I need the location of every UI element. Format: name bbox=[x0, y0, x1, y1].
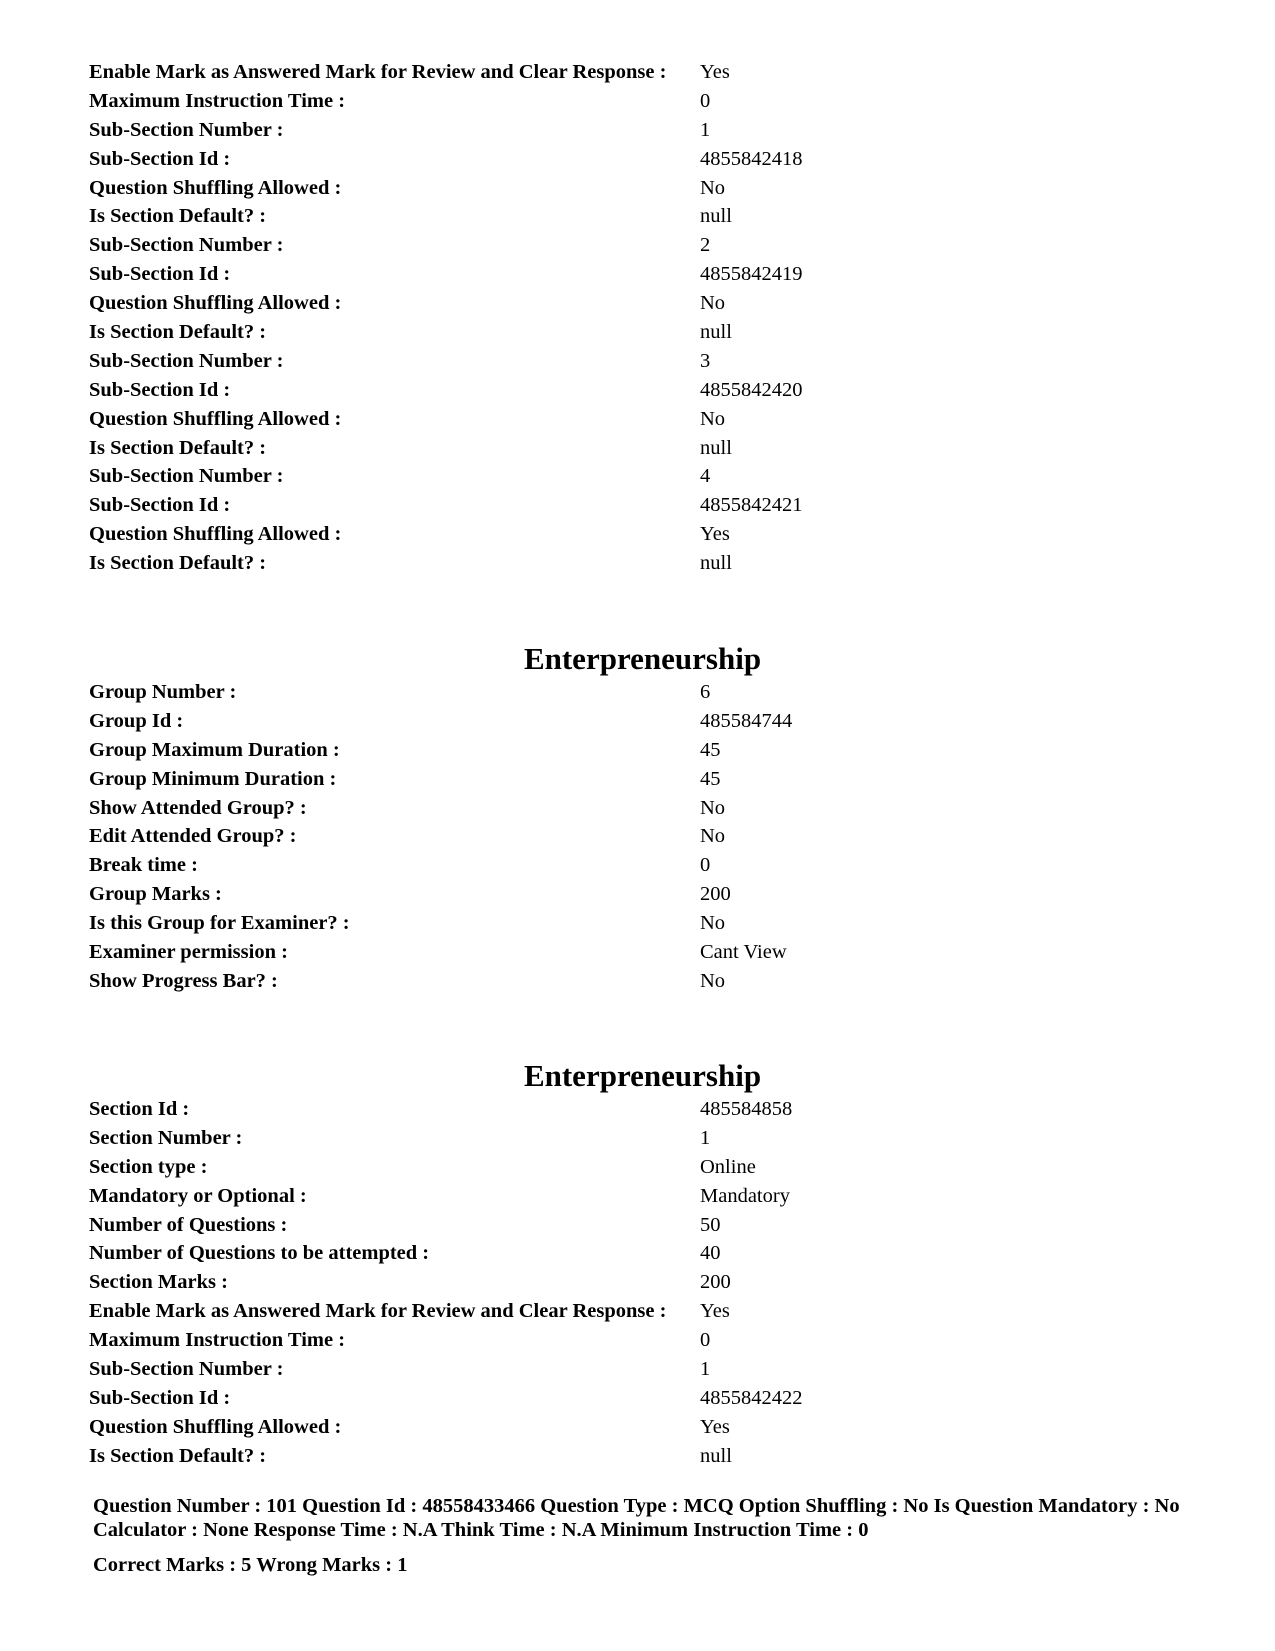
detail-value: 4 bbox=[700, 465, 711, 488]
detail-value: No bbox=[700, 176, 726, 199]
detail-label: Is Section Default? : bbox=[89, 205, 267, 228]
detail-label: Question Shuffling Allowed : bbox=[89, 407, 342, 430]
detail-label: Break time : bbox=[89, 854, 198, 877]
detail-value: No bbox=[700, 292, 726, 315]
detail-value: 45 bbox=[700, 767, 721, 790]
detail-value: Cant View bbox=[700, 941, 787, 964]
detail-label: Question Shuffling Allowed : bbox=[89, 1415, 342, 1438]
detail-value: Yes bbox=[700, 523, 730, 546]
detail-row bbox=[89, 145, 1189, 174]
detail-value: No bbox=[700, 912, 726, 935]
detail-row bbox=[89, 1326, 1189, 1355]
detail-value: 485584744 bbox=[700, 709, 793, 732]
detail-label: Group Maximum Duration : bbox=[89, 738, 340, 761]
detail-value: 0 bbox=[700, 89, 711, 112]
detail-row bbox=[89, 318, 1189, 347]
subsection-details-table bbox=[89, 58, 1189, 578]
detail-row bbox=[89, 822, 1189, 851]
detail-label: Section Id : bbox=[89, 1098, 190, 1120]
detail-row bbox=[89, 880, 1189, 909]
detail-label: Mandatory or Optional : bbox=[89, 1184, 307, 1207]
detail-row bbox=[89, 967, 1189, 996]
question-meta bbox=[93, 1494, 1203, 1542]
detail-value: 45 bbox=[700, 738, 721, 761]
detail-label: Group Id : bbox=[89, 709, 184, 732]
detail-row bbox=[89, 549, 1189, 578]
detail-value: 200 bbox=[700, 1271, 731, 1294]
detail-row bbox=[89, 1124, 1189, 1153]
question-meta-text: Question Number : 101 Question Id : 48558433466 Question Type : MCQ Option Shuffling : No Is Question Mandatory : No Calculator : None Response Time : N.A Think Time : N.A Minimum Instruction Time : 0 bbox=[93, 1495, 1180, 1541]
detail-label: Maximum Instruction Time : bbox=[89, 1329, 346, 1352]
detail-row bbox=[89, 1182, 1189, 1211]
detail-row bbox=[89, 434, 1189, 463]
group-heading: Enterpreneurship bbox=[523, 641, 762, 676]
detail-label: Enable Mark as Answered Mark for Review and Clear Response : bbox=[89, 1300, 667, 1323]
detail-label: Number of Questions : bbox=[89, 1213, 288, 1236]
detail-value: 40 bbox=[700, 1242, 721, 1265]
detail-row bbox=[89, 1211, 1189, 1240]
detail-row bbox=[89, 909, 1189, 938]
detail-row bbox=[89, 376, 1189, 405]
detail-label: Sub-Section Id : bbox=[89, 494, 231, 517]
detail-label: Show Progress Bar? : bbox=[89, 969, 278, 992]
detail-value: 485584858 bbox=[700, 1098, 793, 1120]
detail-value: 4855842419 bbox=[700, 263, 803, 286]
detail-row bbox=[89, 1153, 1189, 1182]
detail-label: Edit Attended Group? : bbox=[89, 825, 297, 848]
detail-row bbox=[89, 1384, 1189, 1413]
detail-row bbox=[89, 520, 1189, 549]
detail-value: Online bbox=[700, 1155, 756, 1178]
detail-row bbox=[89, 116, 1189, 145]
detail-value: 6 bbox=[700, 681, 711, 703]
detail-value: 4855842421 bbox=[700, 494, 803, 517]
detail-label: Sub-Section Number : bbox=[89, 234, 284, 257]
detail-value: null bbox=[700, 552, 732, 575]
detail-label: Is Section Default? : bbox=[89, 321, 267, 344]
detail-value: No bbox=[700, 796, 726, 819]
detail-value: 1 bbox=[700, 1358, 711, 1381]
detail-row bbox=[89, 794, 1189, 823]
detail-label: Maximum Instruction Time : bbox=[89, 89, 346, 112]
detail-label: Sub-Section Id : bbox=[89, 378, 231, 401]
detail-label: Sub-Section Id : bbox=[89, 263, 231, 286]
detail-value: Mandatory bbox=[700, 1184, 790, 1207]
detail-value: 1 bbox=[700, 118, 711, 141]
detail-row bbox=[89, 707, 1189, 736]
detail-row bbox=[89, 260, 1189, 289]
detail-value: No bbox=[700, 969, 726, 992]
section-heading: Enterpreneurship bbox=[523, 1058, 762, 1093]
detail-value: Yes bbox=[700, 61, 730, 83]
detail-label: Question Shuffling Allowed : bbox=[89, 523, 342, 546]
detail-row bbox=[89, 851, 1189, 880]
detail-row bbox=[89, 58, 1189, 87]
detail-row bbox=[89, 289, 1189, 318]
detail-label: Group Minimum Duration : bbox=[89, 767, 337, 790]
detail-label: Sub-Section Number : bbox=[89, 1358, 284, 1381]
detail-row bbox=[89, 202, 1189, 231]
detail-value: 0 bbox=[700, 1329, 711, 1352]
detail-row bbox=[89, 1095, 1189, 1124]
detail-label: Number of Questions to be attempted : bbox=[89, 1242, 430, 1265]
detail-row bbox=[89, 1239, 1189, 1268]
detail-value: Yes bbox=[700, 1300, 730, 1323]
detail-value: 4855842420 bbox=[700, 378, 803, 401]
detail-row bbox=[89, 405, 1189, 434]
detail-value: null bbox=[700, 436, 732, 459]
detail-value: No bbox=[700, 825, 726, 848]
detail-label: Is Section Default? : bbox=[89, 552, 267, 575]
detail-row bbox=[89, 678, 1189, 707]
group-details-table bbox=[89, 678, 1189, 996]
detail-value: Yes bbox=[700, 1415, 730, 1438]
detail-label: Show Attended Group? : bbox=[89, 796, 307, 819]
detail-value: 200 bbox=[700, 883, 731, 906]
detail-row bbox=[89, 1413, 1189, 1442]
detail-row bbox=[89, 765, 1189, 794]
detail-row bbox=[89, 938, 1189, 967]
detail-label: Group Number : bbox=[89, 681, 237, 703]
detail-value: null bbox=[700, 321, 732, 344]
detail-label: Sub-Section Number : bbox=[89, 349, 284, 372]
detail-row bbox=[89, 1355, 1189, 1384]
detail-label: Is this Group for Examiner? : bbox=[89, 912, 350, 935]
section-details-table bbox=[89, 1095, 1189, 1471]
detail-label: Examiner permission : bbox=[89, 941, 288, 964]
detail-label: Question Shuffling Allowed : bbox=[89, 292, 342, 315]
detail-row bbox=[89, 87, 1189, 116]
detail-value: null bbox=[700, 1444, 732, 1467]
detail-label: Sub-Section Id : bbox=[89, 147, 231, 170]
detail-label: Section Number : bbox=[89, 1126, 243, 1149]
detail-label: Enable Mark as Answered Mark for Review and Clear Response : bbox=[89, 61, 667, 83]
detail-label: Sub-Section Number : bbox=[89, 118, 284, 141]
detail-label: Section Marks : bbox=[89, 1271, 228, 1294]
detail-value: 0 bbox=[700, 854, 711, 877]
detail-value: 2 bbox=[700, 234, 711, 257]
detail-value: 4855842418 bbox=[700, 147, 803, 170]
detail-label: Question Shuffling Allowed : bbox=[89, 176, 342, 199]
detail-value: 4855842422 bbox=[700, 1386, 803, 1409]
question-marks: Correct Marks : 5 Wrong Marks : 1 bbox=[93, 1554, 408, 1576]
detail-row bbox=[89, 1268, 1189, 1297]
detail-value: 1 bbox=[700, 1126, 711, 1149]
detail-row bbox=[89, 462, 1189, 491]
detail-value: 50 bbox=[700, 1213, 721, 1236]
detail-value: 3 bbox=[700, 349, 711, 372]
detail-label: Is Section Default? : bbox=[89, 436, 267, 459]
detail-row bbox=[89, 231, 1189, 260]
detail-row bbox=[89, 174, 1189, 203]
detail-row bbox=[89, 1442, 1189, 1471]
detail-row bbox=[89, 491, 1189, 520]
detail-row bbox=[89, 347, 1189, 376]
detail-row bbox=[89, 736, 1189, 765]
detail-value: null bbox=[700, 205, 732, 228]
detail-label: Sub-Section Id : bbox=[89, 1386, 231, 1409]
detail-label: Section type : bbox=[89, 1155, 208, 1178]
detail-row bbox=[89, 1297, 1189, 1326]
detail-value: No bbox=[700, 407, 726, 430]
detail-label: Is Section Default? : bbox=[89, 1444, 267, 1467]
detail-label: Group Marks : bbox=[89, 883, 222, 906]
detail-label: Sub-Section Number : bbox=[89, 465, 284, 488]
